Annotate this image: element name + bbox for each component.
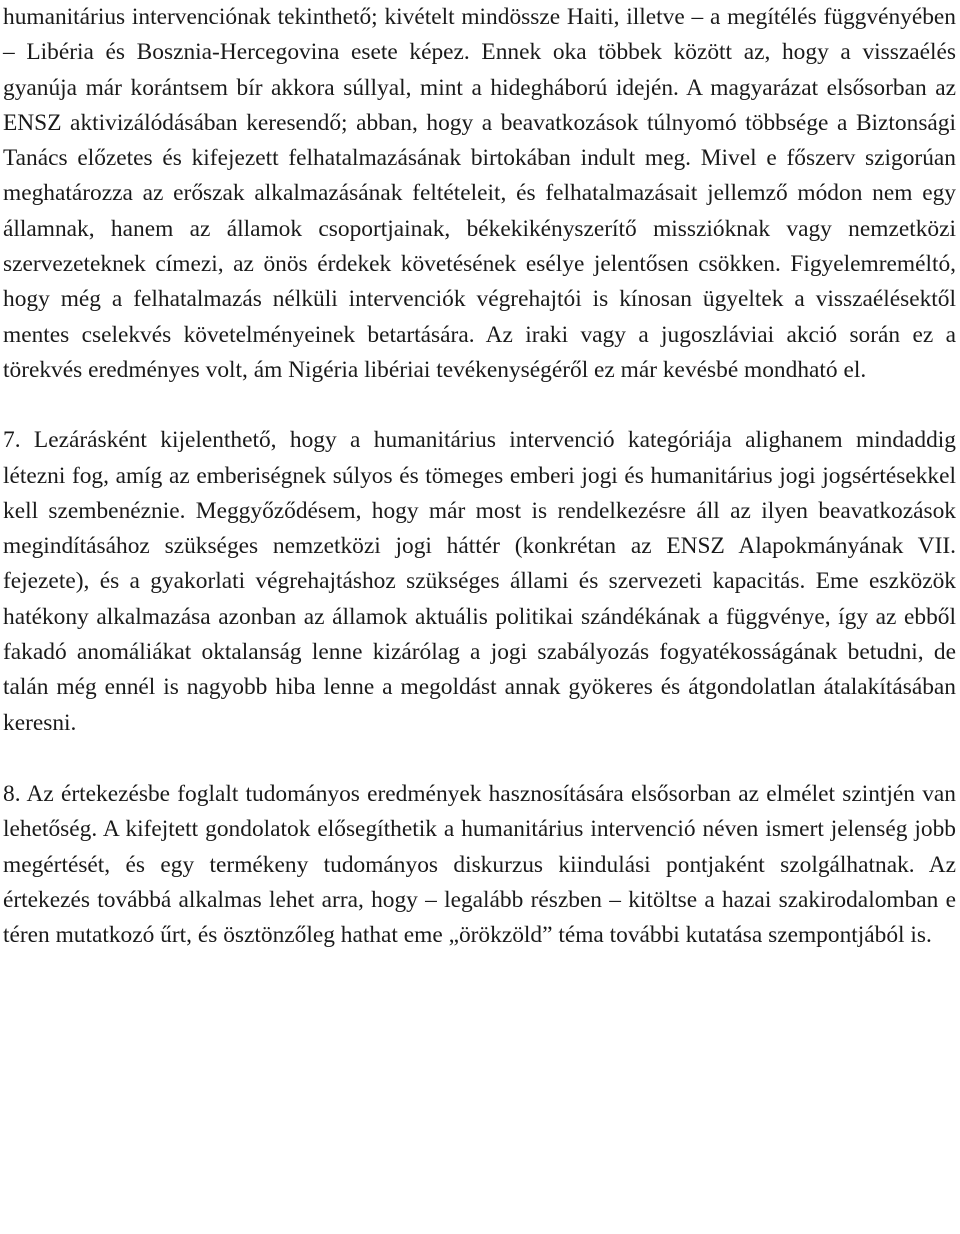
body-paragraph-continuation: humanitárius intervenciónak tekinthető; kivételt mindössze Haiti, illetve – a megítélés függvényében – Libéria és Bosznia-Hercegovina esete képez. Ennek oka többek között az, hogy a visszaélés gyanúja már korántsem bír akkora súllyal, mint a hidegháború idején. A magyarázat elsősorban az ENSZ aktivizálódásában keresendő; abban, hogy a beavatkozások túlnyomó többsége a Biztonsági Tanács előzetes és kifejezett felhatalmazásának birtokában indult meg. Mivel e főszerv szigorúan meghatározza az erőszak alkalmazásának feltételeit, és felhatalmazásait jellemző módon nem egy államnak, hanem az államok csoportjainak, békekikényszerítő misszióknak vagy nemzetközi szervezeteknek címezi, az önös érdekek követésének esélye jelentősen csökken. Figyelemreméltó, hogy még a felhatalmazás nélküli intervenciók végrehajtói is kínosan ügyeltek a visszaélésektől mentes cselekvés követelményeinek betartására. Az iraki vagy a jugoszláviai akció során ez a törekvés eredményes volt, ám Nigéria libériai tevékenységéről ez már kevésbé mondható el.	[3, 4, 956, 383]
body-paragraph-7: 7. Lezárásként kijelenthető, hogy a humanitárius intervenció kategóriája alighanem mindaddig létezni fog, amíg az emberiségnek súlyos és tömeges emberi jogi és humanitárius jogi jogsértésekkel kell szembenéznie. Meggyőződésem, hogy már most is rendelkezésre áll az ilyen beavatkozások megindításához szükséges nemzetközi jogi háttér (konkrétan az ENSZ Alapokmányának VII. fejezete), és a gyakorlati végrehajtáshoz szükséges állami és szervezeti kapacitás. Eme eszközök hatékony alkalmazása azonban az államok aktuális politikai szándékának a függvénye, így az ebből fakadó anomáliákat oktalanság lenne kizárólag a jogi szabályozás fogyatékosságának betudni, de talán még ennél is nagyobb hiba lenne a megoldást annak gyökeres és átgondolatlan átalakításában keresni.	[3, 427, 956, 736]
body-paragraph-8: 8. Az értekezésbe foglalt tudományos eredmények hasznosítására elsősorban az elmélet szintjén van lehetőség. A kifejtett gondolatok elősegíthetik a humanitárius intervenció néven ismert jelenség jobb megértését, és egy termékeny tudományos diskurzus kiindulási pontjaként szolgálhatnak. Az értekezés továbbá alkalmas lehet arra, hogy – legalább részben – kitöltse a hazai szakirodalomban e téren mutatkozó űrt, és ösztönzőleg hathat eme „örökzöld” téma további kutatása szempontjából is.	[3, 780, 956, 949]
